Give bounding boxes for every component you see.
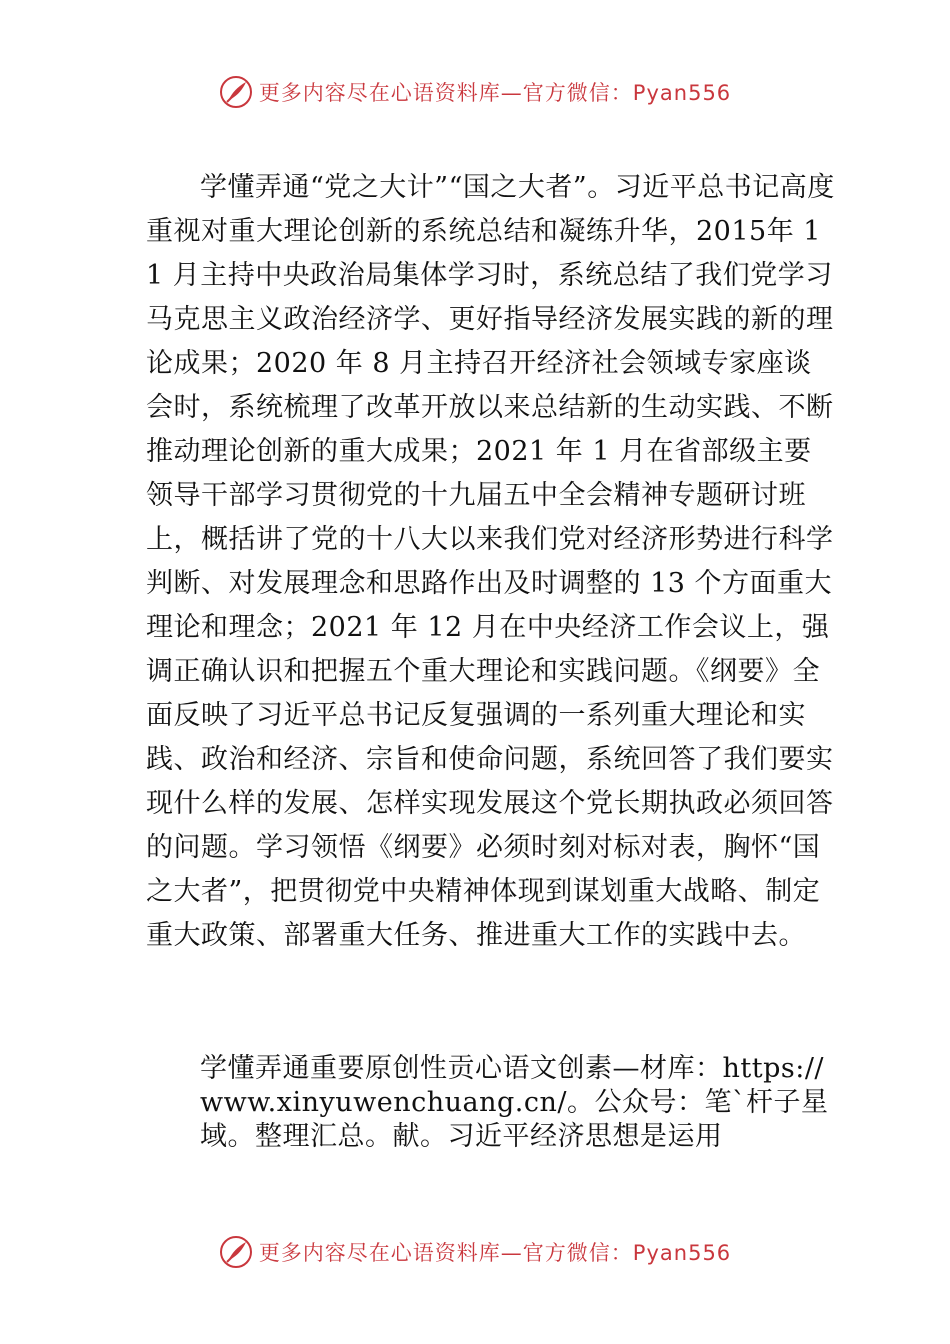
footer-banner xyxy=(0,1230,950,1274)
header-banner-text: 更多内容尽在心语资料库—官方微信：Pyan556 xyxy=(258,81,732,105)
footer-note: 学懂弄通重要原创性贡心语文创素—材库：https://www.xinyuwenchuang.cn/。公众号：笔`杆子星域。整理汇总。献。习近平经济思想是运用 xyxy=(200,1053,829,1152)
feather-quill-icon xyxy=(219,1235,253,1269)
footer-banner-text: 更多内容尽在心语资料库—官方微信：Pyan556 xyxy=(258,1241,732,1265)
body-paragraph: 学懂弄通“党之大计”“国之大者”。习近平总书记高度重视对重大理论创新的系统总结和凝练升华，2015年 11 月主持中央政治局集体学习时，系统总结了我们党学习马克思主义政治经济学、更好指导经济发展实践的新的理论成果；2020 年 8 月主持召开经济社会领域专家座谈会时，系统梳理了改革开放以来总结新的生动实践、不断推动理论创新的重大成果；2021 年 1 月在省部级主要领导干部学习贯彻党的十九届五中全会精神专题研讨班上，概括讲了党的十八大以来我们党对经济形势进行科学判断、对发展理念和思路作出及时调整的 13 个方面重大理论和理念；2021 年 12 月在中央经济工作会议上，强调正确认识和把握五个重大理论和实践问题。《纲要》全面反映了习近平总书记反复强调的一系列重大理论和实践、政治和经济、宗旨和使命问题，系统回答了我们要实现什么样的发展、怎样实现发展这个党长期执政必须回答的问题。学习领悟《纲要》必须时刻对标对表，胸怀“国之大者”，把贯彻党中央精神体现到谋划重大战略、制定重大政策、部署重大任务、推进重大工作的实践中去。 xyxy=(146,172,835,951)
feather-quill-icon xyxy=(219,75,253,109)
header-banner xyxy=(0,70,950,114)
